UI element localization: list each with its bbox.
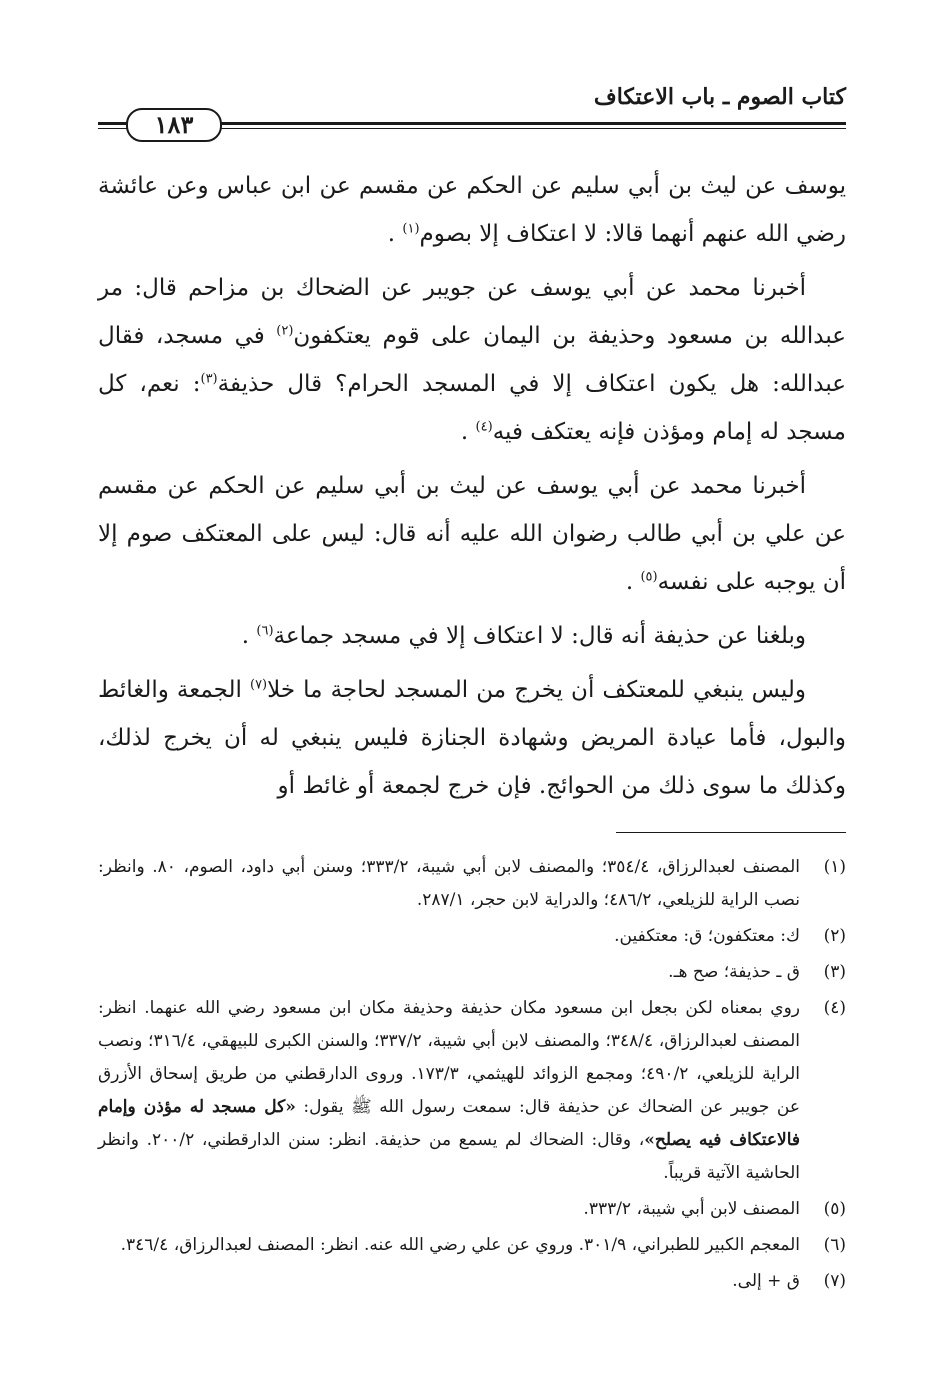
paragraph-4-end: . <box>241 623 250 649</box>
footnote-text: ق + إلى. <box>732 1271 800 1291</box>
footnote-ref-1: (١) <box>402 221 420 237</box>
footnote-ref-7: (٧) <box>249 677 268 693</box>
paragraph-2-end: . <box>460 419 469 445</box>
paragraph-4 <box>98 612 846 660</box>
footnote-number: (٢) <box>823 926 846 946</box>
footnote-text-main: روي بمعناه لكن بجعل ابن مسعود مكان حذيفة وحذيفة مكان ابن مسعود رضي الله عنهما. انظر: المصنف لعبدالرزاق، ٣٤٨/٤؛ والمصنف لابن أبي شيبة، ٣٣٧/٢؛ والسنن الكبرى للبيهقي، ٣١٦/٤؛ ونصب الراية للزيلعي، ٤٩٠/٢؛ ومجمع الزوائد للهيثمي، ١٧٣/٣. وروى الدارقطني من طريق إسحاق الأزرق عن جويبر عن الضحاك عن حذيفة قال: سمعت رسول الله ﷺ يقول: <box>98 998 800 1117</box>
footnote <box>98 1193 846 1226</box>
footnote-ref-3: (٣) <box>200 371 218 387</box>
footnote-text: المصنف لابن أبي شيبة، ٣٣٣/٢. <box>583 1199 800 1219</box>
footnotes <box>98 851 846 1298</box>
hadith-quote: «كل مسجد له مؤذن وإمام فالاعتكاف فيه يصلح» <box>98 1097 801 1150</box>
book-page <box>98 70 846 1370</box>
footnote-number: (١) <box>823 857 846 877</box>
footnote-text: المصنف لعبدالرزاق، ٣٥٤/٤؛ والمصنف لابن أبي شيبة، ٣٣٣/٢؛ وسنن أبي داود، الصوم، ٨٠. وانظر: نصب الراية للزيلعي، ٤٨٦/٢؛ والدراية لابن حجر، ٢٨٧/١. <box>98 857 801 910</box>
paragraph-2-text-b: في مسجد، فقال عبدالله: هل يكون اعتكاف إلا في المسجد الحرام؟ قال حذيفة <box>98 323 847 397</box>
footnote <box>98 851 846 917</box>
footnote-ref-4: (٤) <box>475 419 493 435</box>
footnote-ref-5: (٥) <box>640 569 658 585</box>
paragraph-5-text-b: الجمعة والغائط والبول، فأما عيادة المريض وشهادة الجنازة فليس ينبغي له أن يخرج لذلك، وكذلك ما سوى ذلك من الحوائج. فإن خرج لجمعة أو غائط أو <box>98 677 846 799</box>
paragraph-4-text: وبلغنا عن حذيفة أنه قال: لا اعتكاف إلا في مسجد جماعة <box>273 623 806 649</box>
main-text <box>98 162 846 810</box>
footnote-text: ك: معتكفون؛ ق: معتكفين. <box>614 926 800 946</box>
footnote <box>98 992 846 1190</box>
footnote-ref-2: (٢) <box>276 323 294 339</box>
paragraph-1-text: يوسف عن ليث بن أبي سليم عن الحكم عن مقسم عن ابن عباس وعن عائشة رضي الله عنهم أنهما قالا: لا اعتكاف إلا بصوم <box>98 173 846 247</box>
paragraph-5-text-a: وليس ينبغي للمعتكف أن يخرج من المسجد لحاجة ما خلا <box>267 677 806 703</box>
footnote-text: المعجم الكبير للطبراني، ٣٠١/٩. وروي عن علي رضي الله عنه. انظر: المصنف لعبدالرزاق، ٣٤٦/٤. <box>120 1235 800 1255</box>
paragraph-1-end: . <box>387 221 396 247</box>
footnote-number: (٤) <box>823 998 846 1018</box>
footnote-text <box>98 992 800 1190</box>
footnote-text: ق ـ حذيفة؛ صح هـ. <box>668 962 800 982</box>
footnote-number: (٣) <box>823 962 846 982</box>
footnote <box>98 920 846 953</box>
paragraph-3-end: . <box>625 569 634 595</box>
paragraph-3 <box>98 462 846 606</box>
paragraph-3-text: أخبرنا محمد عن أبي يوسف عن ليث بن أبي سليم عن الحكم عن مقسم عن علي بن أبي طالب رضوان الله عليه أنه قال: ليس على المعتكف صوم إلا أن يوجبه على نفسه <box>98 473 846 595</box>
footnote-separator <box>616 832 846 833</box>
paragraph-2-text-a: أخبرنا محمد عن أبي يوسف عن جويبر عن الضحاك بن مزاحم قال: مر عبدالله بن مسعود وحذيفة بن اليمان على قوم يعتكفون <box>98 275 846 349</box>
footnote-number: (٥) <box>823 1199 846 1219</box>
footnote <box>98 1265 846 1298</box>
paragraph-1 <box>98 162 846 258</box>
footnote <box>98 956 846 989</box>
page-number: ١٨٣ <box>126 108 222 142</box>
paragraph-2 <box>98 264 846 456</box>
footnote-ref-6: (٦) <box>256 623 274 639</box>
running-title: كتاب الصوم ـ باب الاعتكاف <box>593 84 846 110</box>
footnote-number: (٦) <box>823 1235 846 1255</box>
footnote-text-tail: ، وقال: الضحاك لم يسمع من حذيفة. انظر: سنن الدارقطني، ٢٠٠/٢. وانظر الحاشية الآتية قريباً. <box>98 1130 800 1183</box>
paragraph-5 <box>98 666 846 810</box>
footnote-number: (٧) <box>823 1271 846 1291</box>
page-header <box>98 70 846 140</box>
paragraph-2-text-c: : نعم، كل مسجد له إمام ومؤذن فإنه يعتكف فيه <box>98 371 846 445</box>
footnote <box>98 1229 846 1262</box>
